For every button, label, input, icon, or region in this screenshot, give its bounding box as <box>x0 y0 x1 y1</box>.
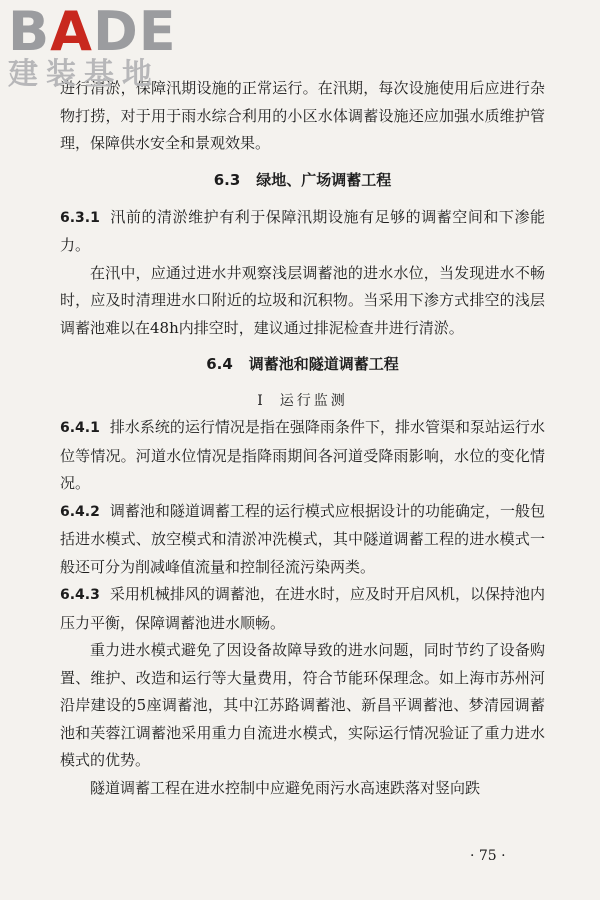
clause-text: 排水系统的运行情况是指在强降雨条件下，排水管渠和泵站运行水位等情况。河道水位情况是指降雨期间各河道受降雨影响，水位的变化情况。 <box>60 418 545 492</box>
document-page <box>60 75 545 802</box>
clause-text: 采用机械排风的调蓄池，在进水时，应及时开启风机，以保持池内压力平衡，保障调蓄池进水顺畅。 <box>60 585 545 632</box>
clause-6-4-3 <box>60 581 545 637</box>
page-number: · 75 · <box>470 848 506 864</box>
clause-text: 调蓄池和隧道调蓄工程的运行模式应根据设计的功能确定，一般包括进水模式、放空模式和清淤冲洗模式，其中隧道调蓄工程的进水模式一般还可分为削减峰值流量和控制径流污染两类。 <box>60 501 545 576</box>
clause-6-3-1 <box>60 204 545 260</box>
subsection-heading-monitoring: Ⅰ 运行监测 <box>257 393 348 409</box>
paragraph-tunnel-inflow: 隧道调蓄工程在进水控制中应避免雨污水高速跌落对竖向跌 <box>90 778 481 797</box>
clause-number: 6.3.1 <box>60 209 100 226</box>
intro-paragraph: 进行清淤，保障汛期设施的正常运行。在汛期，每次设施使用后应进行杂物打捞，对于用于雨水综合利用的小区水体调蓄设施还应加强水质维护管理，保障供水安全和景观效果。 <box>60 79 545 152</box>
paragraph-gravity-inflow: 重力进水模式避免了因设备故障导致的进水问题，同时节约了设备购置、维护、改造和运行等大量费用，符合节能环保理念。如上海市苏州河沿岸建设的5座调蓄池，其中江苏路调蓄池、新昌平调蓄池、梦清园调蓄池和芙蓉江调蓄池采用重力自流进水模式，实际运行情况验证了重力进水模式的优势。 <box>60 641 545 769</box>
clause-number: 6.4.1 <box>60 420 100 436</box>
clause-number: 6.4.3 <box>60 587 100 603</box>
publisher-logo <box>8 2 183 102</box>
clause-6-4-2 <box>60 498 545 582</box>
logo-wordmark: BADE <box>8 0 177 63</box>
clause-number: 6.4.2 <box>60 503 100 520</box>
clause-6-4-1 <box>60 414 545 498</box>
paragraph-flood-season: 在汛中，应通过进水井观察浅层调蓄池的进水水位，当发现进水不畅时，应及时清理进水口附近的垃圾和沉积物。当采用下渗方式排空的浅层调蓄池难以在48h内排空时，建议通过排泥检查井进行清淤。 <box>60 263 545 337</box>
clause-text: 汛前的清淤维护有利于保障汛期设施有足够的调蓄空间和下渗能力。 <box>60 207 545 254</box>
section-heading-6-3: 6.3 绿地、广场调蓄工程 <box>213 170 392 189</box>
logo-chinese-name: 建装基地 <box>8 57 160 92</box>
section-heading-6-4: 6.4 调蓄池和隧道调蓄工程 <box>206 355 399 373</box>
